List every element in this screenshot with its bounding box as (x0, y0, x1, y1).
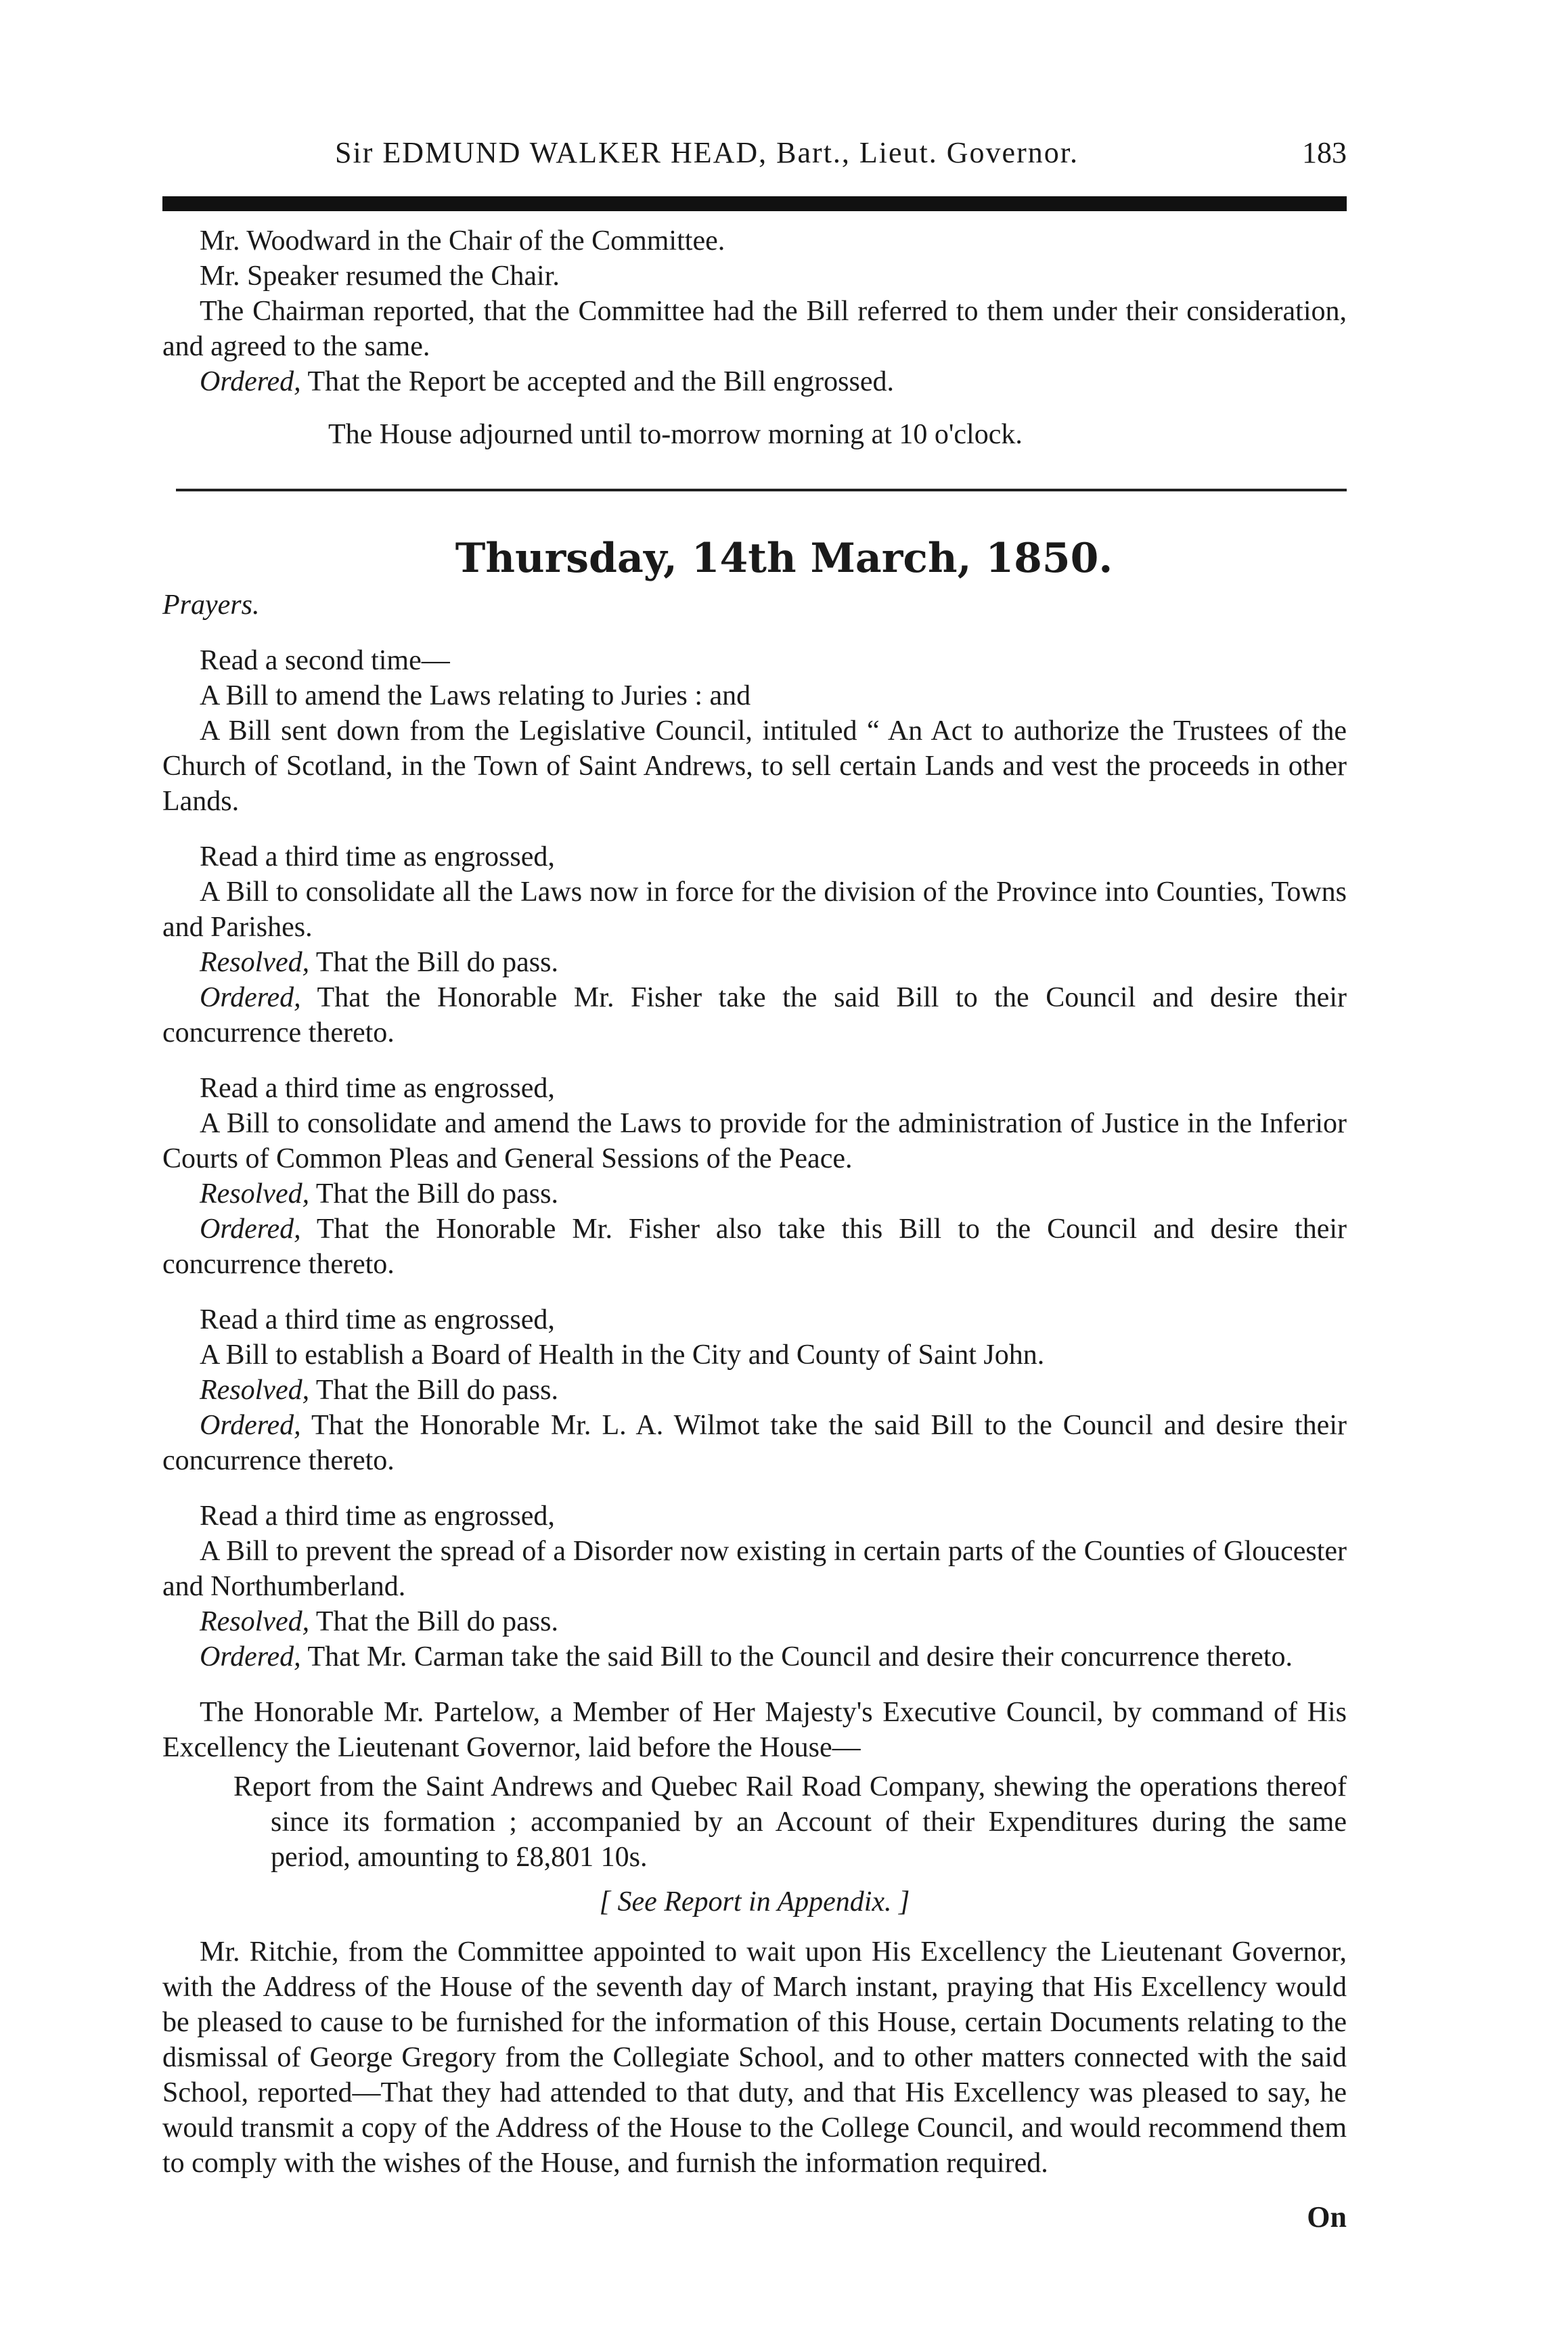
ritchie-report-block: Mr. Ritchie, from the Committee appointed to wait upon His Excellency the Lieutenant Governor, with the Address of the House of the seventh day of March instant, praying that His Excellency would be pleased to cause to be furnished for the information of this House, certain Documents relating to the dismissal of George Gregory from the Collegiate School, and to other matters connected with the said School, reported—That they had attended to that duty, and that His Excellency was pleased to say, he would transmit a copy of the Address of the House to the College Council, and would recommend them to comply with the wishes of the House, and furnish the information required. (162, 1936, 1347, 2179)
third-reading-justice: Read a third time as engrossed, A Bill to consolidate and amend the Laws to provide for the administration of Justice in the Inferior Courts of Common Pleas and General Sessions of the Peace. Resolved, That the Bill do pass. Ordered, That the Honorable Mr. Fisher also take this Bill to the Council and desire their concurrence thereto. (162, 1073, 1347, 1280)
catchword: On (1307, 2200, 1347, 2234)
prayers-line: Prayers. (162, 590, 260, 621)
third-reading-disorder: Read a third time as engrossed, A Bill to prevent the spread of a Disorder now existing in certain parts of the Counties of Gloucester and Northumberland. Resolved, That the Bill do pass. Ordered, That Mr. Carman take the said Bill to the Council and desire their concurrence thereto. (162, 1501, 1347, 1672)
committee-block (162, 223, 1347, 452)
header-rule (162, 196, 1347, 211)
committee-chair-line: Mr. Woodward in the Chair of the Committee. (200, 225, 725, 257)
chairman-report: The Chairman reported, that the Committee had the Bill referred to them under their consideration, and agreed to the same. (162, 296, 1347, 362)
second-reading-block: Read a second time— A Bill to amend the Laws relating to Juries : and A Bill sent down from the Legislative Council, intituled “ An Act to authorize the Trustees of the Church of Scotland, in the Town of Saint Andrews, to sell certain Lands and vest the proceeds in other Lands. (162, 645, 1347, 817)
page-number: 183 (1302, 136, 1347, 169)
page-header (162, 135, 1347, 183)
ordered-line (162, 364, 1347, 399)
railroad-report-block: The Honorable Mr. Partelow, a Member of Her Majesty's Executive Council, by command of His Excellency the Lieutenant Governor, laid before the House— Report from the Saint Andrews and Quebec Rail Road Company, shewing the operations thereof since its formation ; accompanied by an Account of their Expenditures during the same period, amounting to £8,801 10s. [ See Report in Appendix. ] (162, 1695, 1347, 1920)
ordered-label: Ordered, (200, 366, 301, 397)
adjournment-line: The House adjourned until to-morrow morning at 10 o'clock. (328, 419, 1023, 450)
day-heading: Thursday, 14th March, 1850. (455, 535, 1113, 582)
appendix-note: [ See Report in Appendix. ] (599, 1886, 910, 1917)
third-reading-divisions: Read a third time as engrossed, A Bill to consolidate all the Laws now in force for the division of the Province into Counties, Towns and Parishes. Resolved, That the Bill do pass. Ordered, That the Honorable Mr. Fisher take the said Bill to the Council and desire their concurrence thereto. (162, 841, 1347, 1048)
running-title: Sir EDMUND WALKER HEAD, Bart., Lieut. Governor. (335, 136, 1079, 169)
section-divider (176, 489, 1347, 491)
speaker-line: Mr. Speaker resumed the Chair. (200, 261, 560, 292)
proceedings (162, 588, 1347, 2181)
third-reading-health: Read a third time as engrossed, A Bill to establish a Board of Health in the City and County of Saint John. Resolved, That the Bill do pass. Ordered, That the Honorable Mr. L. A. Wilmot take the said Bill to the Council and desire their concurrence thereto. (162, 1304, 1347, 1476)
ordered-text: That the Report be accepted and the Bill engrossed. (307, 366, 894, 397)
